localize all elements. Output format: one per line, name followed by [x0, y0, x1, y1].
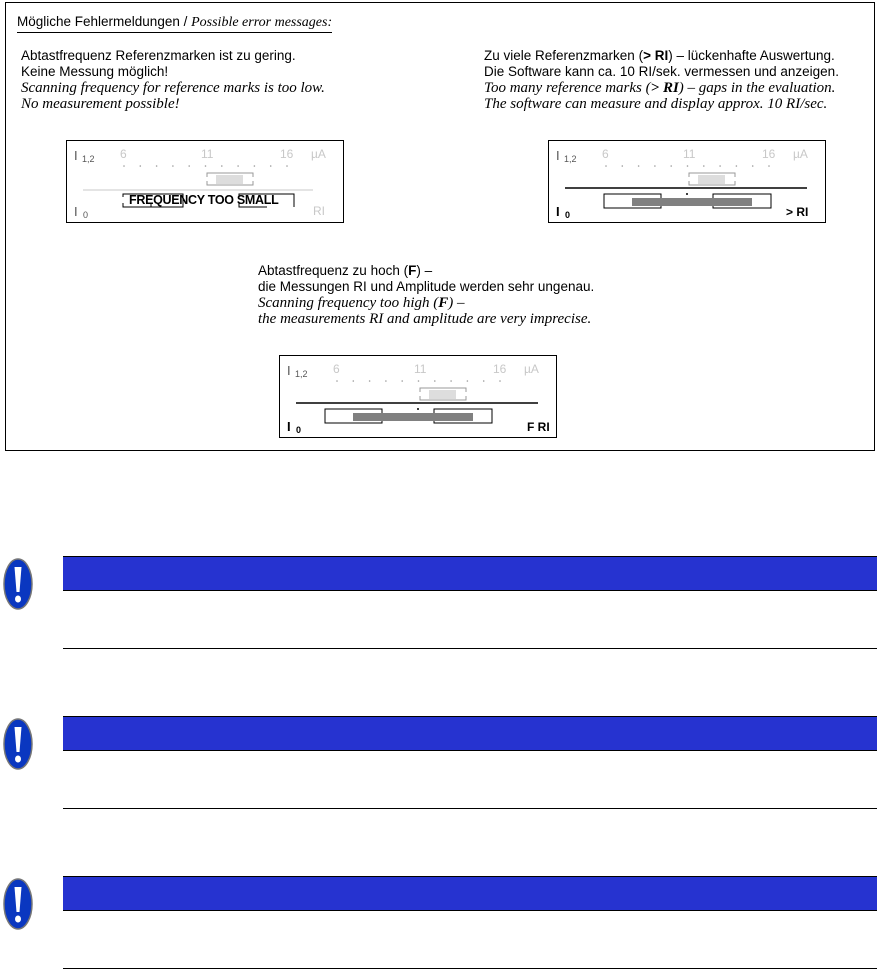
error-2-text [484, 48, 839, 112]
i0-label: I [556, 204, 560, 219]
scale-tick [140, 165, 142, 167]
note-divider [63, 808, 877, 809]
scale-tick [205, 165, 207, 167]
error-message: FREQUENCY TOO SMALL [129, 193, 279, 207]
i12-label: I [556, 148, 560, 163]
scale-tick [434, 380, 436, 382]
scale-tick [123, 165, 125, 167]
scale-tick [401, 380, 403, 382]
status-label: > RI [786, 205, 809, 219]
error-2-de-line2: Die Software kann ca. 10 RI/sek. vermessen und anzeigen. [484, 64, 839, 79]
display-too-many-marks [548, 140, 826, 223]
scale-tick [286, 165, 288, 167]
status-label: RI [313, 204, 325, 218]
scale-tick [483, 380, 485, 382]
section-heading [17, 14, 332, 33]
scale-tick [221, 165, 223, 167]
error-3-en-line2: the measurements RI and amplitude are very imprecise. [258, 311, 592, 327]
scale-tick [654, 165, 656, 167]
scale-tick [752, 165, 754, 167]
scale-16: 16 [493, 362, 507, 376]
unit-label: µA [524, 362, 539, 376]
note-header-bar [63, 716, 877, 751]
scale-tick [670, 165, 672, 167]
scale-tick [450, 380, 452, 382]
scale-tick [622, 165, 624, 167]
scale-tick [369, 380, 371, 382]
note-header-bar [63, 556, 877, 591]
scale-tick [172, 165, 174, 167]
scale-6: 6 [120, 147, 127, 161]
error-1-de-line2: Keine Messung möglich! [21, 64, 169, 79]
reference-dot [417, 408, 419, 410]
scale-tick [703, 165, 705, 167]
scale-tick [188, 165, 190, 167]
error-2-de-line1: Zu viele Referenzmarken (> RI) – lückenhafte Auswertung. [484, 48, 835, 63]
error-2-en-line2: The software can measure and display approx. 10 RI/sec. [484, 96, 828, 112]
scale-11: 11 [414, 362, 427, 376]
i12-subscript: 1,2 [295, 369, 308, 379]
scale-tick [638, 165, 640, 167]
error-1-text [21, 48, 325, 112]
display-frequency-too-high [279, 355, 557, 438]
note-divider [63, 648, 877, 649]
scale-tick [156, 165, 158, 167]
scale-tick [736, 165, 738, 167]
error-3-text [258, 263, 594, 327]
heading-german: Mögliche Fehlermeldungen / [17, 14, 192, 29]
scale-11: 11 [683, 147, 696, 161]
unit-label: µA [793, 147, 808, 161]
scale-16: 16 [280, 147, 294, 161]
i0-subscript: 0 [565, 210, 571, 220]
scale-11: 11 [201, 147, 214, 161]
status-label: F RI [527, 420, 550, 434]
scale-tick [353, 380, 355, 382]
error-3-de-line2: die Messungen RI und Amplitude werden sehr ungenau. [258, 279, 595, 294]
reference-dot [686, 193, 688, 195]
scale-tick [254, 165, 256, 167]
unit-label: µA [311, 147, 326, 161]
i0-subscript: 0 [296, 425, 302, 435]
note-header-bar [63, 876, 877, 911]
scale-tick [467, 380, 469, 382]
scale-tick [719, 165, 721, 167]
amplitude-bar [698, 175, 725, 184]
i12-subscript: 1,2 [82, 154, 95, 164]
scale-tick [385, 380, 387, 382]
scale-tick [237, 165, 239, 167]
scale-tick [499, 380, 501, 382]
error-1-en-line2: No measurement possible! [21, 96, 180, 112]
amplitude-bar [216, 175, 243, 184]
signal-bar [353, 413, 473, 421]
scale-6: 6 [333, 362, 340, 376]
scale-6: 6 [602, 147, 609, 161]
i12-label: I [287, 363, 291, 378]
error-3-de-line1: Abtastfrequenz zu hoch (F) – [258, 263, 433, 278]
heading-english: Possible error messages: [191, 15, 333, 30]
i12-label: I [74, 148, 78, 163]
i0-label: I [287, 419, 291, 434]
exclamation-icon [3, 878, 33, 930]
scale-tick [605, 165, 607, 167]
error-1-en-line1: Scanning frequency for reference marks is too low. [21, 80, 325, 96]
scale-tick [768, 165, 770, 167]
error-3-en-line1: Scanning frequency too high (F) – [258, 295, 465, 311]
scale-tick [270, 165, 272, 167]
i12-subscript: 1,2 [564, 154, 577, 164]
scale-16: 16 [762, 147, 776, 161]
error-1-de-line1: Abtastfrequenz Referenzmarken ist zu gering. [21, 48, 296, 63]
exclamation-icon [3, 558, 33, 610]
error-2-en-line1: Too many reference marks (> RI) – gaps in the evaluation. [484, 80, 836, 96]
signal-bar [632, 198, 752, 206]
scale-tick [336, 380, 338, 382]
i0-subscript: 0 [83, 210, 89, 220]
amplitude-bar [429, 390, 456, 399]
i0-label: I [74, 204, 78, 219]
scale-tick [687, 165, 689, 167]
display-frequency-too-small [66, 140, 344, 223]
exclamation-icon [3, 718, 33, 770]
scale-tick [418, 380, 420, 382]
